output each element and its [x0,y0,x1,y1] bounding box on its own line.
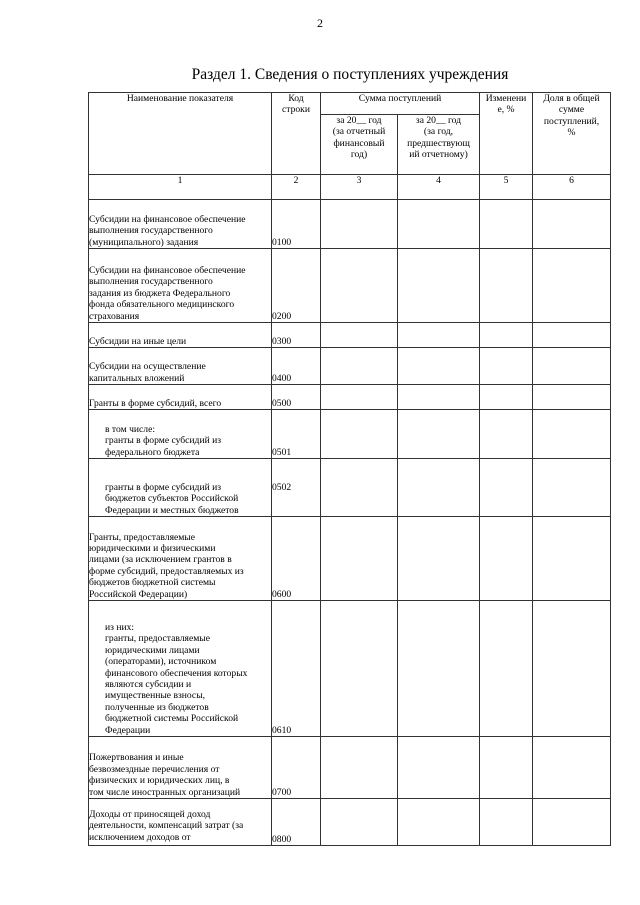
indicator-line: Субсидии на иные цели [89,335,187,347]
indicator-name [89,799,272,846]
cell-previous-year[interactable] [398,517,480,601]
indicator-line: Доходы от приносящей доход [89,808,211,820]
header-year2-line: за 20__ год [415,115,462,126]
indicator-line: выполнения государственного [89,225,213,237]
cell-share[interactable] [533,517,611,601]
header-share-line: % [567,127,576,139]
page-number: 2 [317,16,323,30]
indicator-line: задания из бюджета Федерального [89,287,231,299]
cell-previous-year[interactable] [398,737,480,799]
header-year1-line: год) [350,149,368,161]
cell-reporting-year[interactable] [321,323,398,348]
indicator-line: капитальных вложений [89,372,185,384]
row-code: 0300 [272,323,321,348]
cell-previous-year[interactable] [398,323,480,348]
indicator-line: лицами (за исключением грантов в [89,554,232,566]
indicator-line: из них: [105,621,135,633]
indicator-line: полученные из бюджетов [105,701,209,713]
row-code: 0200 [272,249,321,323]
table-row [89,799,611,846]
cell-share[interactable] [533,249,611,323]
cell-reporting-year[interactable] [321,517,398,601]
cell-share[interactable] [533,385,611,410]
indicator-line: Гранты в форме субсидий, всего [89,397,222,409]
header-year2-line: (за год, [423,126,454,138]
header-receipts-sum-text: Сумма поступлений [358,93,442,104]
table-row [89,323,611,348]
indicator-line: гранты, предоставляемые [105,633,211,645]
cell-reporting-year[interactable] [321,799,398,846]
table-row [89,517,611,601]
indicator-line: имущественные взносы, [105,690,206,702]
header-row-code-line: Код [288,93,304,104]
column-number: 1 [89,175,272,200]
header-year2-line: предшествующ [407,137,470,149]
row-code: 0800 [272,799,321,846]
header-share-percent [533,93,611,175]
header-row-code-line: строки [282,104,310,116]
indicator-line: фонда обязательного медицинского [89,299,235,311]
header-indicator-name [89,93,272,175]
cell-change[interactable] [480,410,533,459]
row-code: 0600 [272,517,321,601]
cell-previous-year[interactable] [398,459,480,517]
column-number: 6 [533,175,611,200]
column-number-row [89,175,611,200]
indicator-name [89,410,272,459]
cell-reporting-year[interactable] [321,737,398,799]
indicator-name [89,385,272,410]
indicator-line: Субсидии на осуществление [89,361,206,373]
indicator-line: бюджетной системы Российской [105,713,239,725]
receipts-table [88,92,611,846]
cell-change[interactable] [480,249,533,323]
column-number: 4 [398,175,480,200]
indicator-line: юридическими и физическими [89,542,216,554]
header-reporting-year [321,115,398,175]
cell-share[interactable] [533,410,611,459]
indicator-line: форме субсидий, предоставляемых из [89,565,244,577]
cell-reporting-year[interactable] [321,200,398,249]
table-row [89,601,611,737]
cell-change[interactable] [480,200,533,249]
cell-share[interactable] [533,348,611,385]
row-code: 0501 [272,410,321,459]
header-change-line: Изменени [485,93,527,104]
indicator-line: (муниципального) задания [89,236,199,248]
indicator-name [89,348,272,385]
indicator-line: гранты в форме субсидий из [105,481,222,493]
cell-change[interactable] [480,348,533,385]
cell-change[interactable] [480,517,533,601]
indicator-line: Российской Федерации) [89,588,188,600]
indicator-name [89,323,272,348]
indicator-line: Гранты, предоставляемые [89,531,196,543]
header-receipts-sum [321,93,480,115]
cell-reporting-year[interactable] [321,459,398,517]
header-row-code [272,93,321,175]
indicator-line: в том числе: [105,423,156,435]
row-code: 0610 [272,601,321,737]
row-code: 0502 [272,459,321,517]
header-share-line: поступлений, [543,115,600,127]
indicator-line: физических и юридических лиц, в [89,775,230,787]
indicator-line: гранты в форме субсидий из [105,435,222,447]
cell-change[interactable] [480,799,533,846]
section-title: Раздел 1. Сведения о поступлениях учреждения [191,66,509,83]
table-row [89,459,611,517]
indicator-line: Федерации [105,724,151,736]
indicator-line: Пожертвования и иные [89,752,184,764]
table-row [89,410,611,459]
cell-share[interactable] [533,799,611,846]
header-change-line: е, % [497,104,515,116]
indicator-line: Субсидии на финансовое обеспечение [89,264,246,276]
cell-share[interactable] [533,200,611,249]
cell-change[interactable] [480,601,533,737]
cell-previous-year[interactable] [398,410,480,459]
indicator-line: безвозмездные перечисления от [89,763,220,775]
row-code: 0500 [272,385,321,410]
cell-reporting-year[interactable] [321,249,398,323]
header-year1-line: финансовый [333,137,385,149]
cell-previous-year[interactable] [398,200,480,249]
header-year1-line: за 20__ год [336,115,382,126]
header-year2-line: ий отчетному) [409,149,468,161]
cell-share[interactable] [533,601,611,737]
indicator-name [89,249,272,323]
indicator-line: Субсидии на финансовое обеспечение [89,213,246,225]
table-row [89,200,611,249]
cell-previous-year[interactable] [398,249,480,323]
cell-reporting-year[interactable] [321,348,398,385]
indicator-line: исключением доходов от [89,831,191,843]
indicator-name [89,200,272,249]
table-row [89,385,611,410]
header-share-line: Доля в общей [543,93,600,104]
indicator-line: деятельности, компенсаций затрат (за [89,820,244,832]
indicator-line: юридическими лицами [105,644,200,656]
cell-share[interactable] [533,459,611,517]
header-indicator-name-text: Наименование показателя [126,93,234,104]
cell-previous-year[interactable] [398,601,480,737]
header-change-percent [480,93,533,175]
row-code: 0400 [272,348,321,385]
cell-share[interactable] [533,737,611,799]
indicator-name [89,517,272,601]
indicator-line: страхования [89,310,140,322]
table-row [89,249,611,323]
table-row [89,348,611,385]
column-number: 2 [272,175,321,200]
indicator-line: федерального бюджета [105,446,200,458]
column-number: 3 [321,175,398,200]
row-code: 0700 [272,737,321,799]
indicator-line: финансового обеспечения которых [105,667,248,679]
header-year1-line: (за отчетный [332,126,386,138]
cell-share[interactable] [533,323,611,348]
indicator-name [89,459,272,517]
indicator-line: Федерации и местных бюджетов [105,504,239,516]
cell-previous-year[interactable] [398,799,480,846]
column-number: 5 [480,175,533,200]
table-row [89,737,611,799]
header-previous-year [398,115,480,175]
cell-reporting-year[interactable] [321,601,398,737]
row-code: 0100 [272,200,321,249]
cell-change[interactable] [480,323,533,348]
indicator-line: бюджетов бюджетной системы [89,577,216,589]
indicator-line: являются субсидии и [105,678,192,690]
cell-reporting-year[interactable] [321,385,398,410]
cell-previous-year[interactable] [398,385,480,410]
indicator-line: бюджетов субъектов Российской [105,493,239,505]
indicator-line: выполнения государственного [89,276,213,288]
cell-change[interactable] [480,385,533,410]
indicator-name [89,601,272,737]
cell-previous-year[interactable] [398,348,480,385]
cell-change[interactable] [480,459,533,517]
indicator-line: (операторами), источником [105,656,217,668]
indicator-line: том числе иностранных организаций [89,786,241,798]
header-share-line: сумме [558,104,585,116]
indicator-name [89,737,272,799]
cell-reporting-year[interactable] [321,410,398,459]
cell-change[interactable] [480,737,533,799]
